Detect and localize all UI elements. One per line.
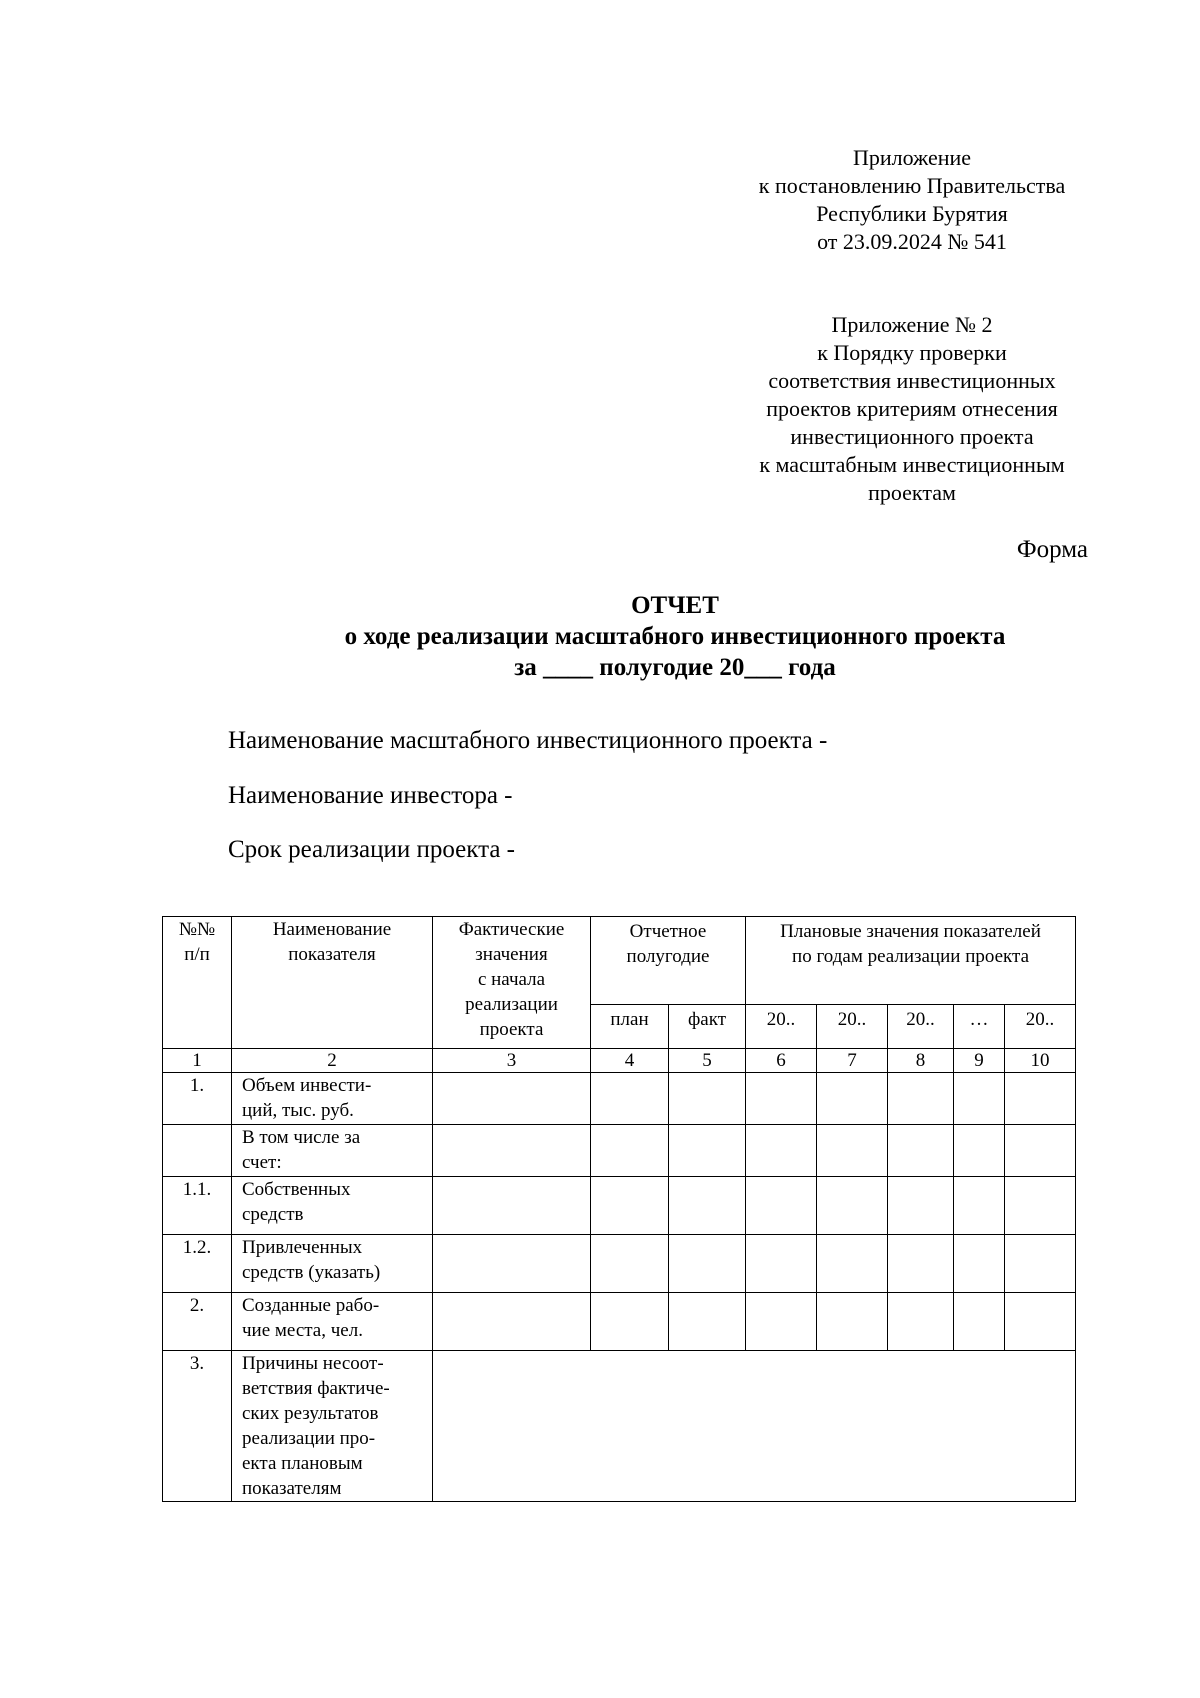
header-actual-values: Фактические значения с начала реализации проекта — [433, 917, 591, 1049]
appendix-line: инвестиционного проекта — [790, 424, 1034, 449]
title-line-2: о ходе реализации масштабного инвестиционного проекта — [344, 623, 1006, 650]
data-cell — [954, 1177, 1005, 1235]
table-row — [163, 1177, 1076, 1235]
data-cell — [669, 1073, 746, 1125]
subheader-fact: факт — [669, 1005, 746, 1049]
table-row — [163, 1125, 1076, 1177]
table-row — [163, 1235, 1076, 1293]
column-number: 1 — [163, 1049, 232, 1073]
row-number: 1.2. — [163, 1235, 232, 1293]
data-cell — [433, 1125, 591, 1177]
data-cell — [746, 1125, 817, 1177]
row-label: Объем инвести- ций, тыс. руб. — [232, 1073, 433, 1125]
appendix-line: проектам — [868, 480, 956, 505]
row-label: Привлеченных средств (указать) — [232, 1235, 433, 1293]
row-number: 2. — [163, 1293, 232, 1351]
data-cell — [669, 1125, 746, 1177]
data-cell — [817, 1235, 888, 1293]
data-cell — [1005, 1293, 1076, 1351]
header-num: №№ п/п — [163, 917, 232, 1049]
reason-label: Причины несоот- ветствия фактиче- ских результатов реализации про- екта плановым показателям — [232, 1351, 433, 1502]
column-number: 4 — [591, 1049, 669, 1073]
column-number: 10 — [1005, 1049, 1076, 1073]
appendix-line: к постановлению Правительства — [758, 173, 1066, 198]
table-row — [163, 1073, 1076, 1125]
data-cell — [817, 1125, 888, 1177]
report-title — [0, 590, 1200, 683]
column-number: 9 — [954, 1049, 1005, 1073]
data-cell — [669, 1293, 746, 1351]
row-label: В том числе за счет: — [232, 1125, 433, 1177]
column-number-row — [163, 1049, 1076, 1073]
header-reporting-period: Отчетное полугодие — [591, 917, 746, 1005]
column-number: 2 — [232, 1049, 433, 1073]
data-cell — [954, 1073, 1005, 1125]
data-cell — [591, 1293, 669, 1351]
data-cell — [433, 1177, 591, 1235]
data-cell — [591, 1177, 669, 1235]
subheader-plan: план — [591, 1005, 669, 1049]
project-name-field: Наименование масштабного инвестиционного проекта - — [228, 727, 828, 754]
column-number: 3 — [433, 1049, 591, 1073]
data-cell — [888, 1125, 954, 1177]
data-cell — [1005, 1073, 1076, 1125]
row-number: 1. — [163, 1073, 232, 1125]
form-label: Форма — [1016, 536, 1088, 563]
data-cell — [433, 1235, 591, 1293]
appendix-main-reference — [712, 144, 1112, 256]
header-row — [163, 917, 1076, 1005]
title-line-3: за ____ полугодие 20___ года — [514, 654, 836, 681]
appendix-line: к Порядку проверки — [817, 340, 1007, 365]
table-row — [163, 1293, 1076, 1351]
investor-name-field: Наименование инвестора - — [228, 782, 513, 809]
data-cell — [888, 1177, 954, 1235]
column-number: 6 — [746, 1049, 817, 1073]
appendix-order-reference — [712, 311, 1112, 507]
appendix-line: Приложение — [852, 145, 972, 170]
data-cell — [1005, 1125, 1076, 1177]
row-number — [163, 1125, 232, 1177]
data-cell — [888, 1235, 954, 1293]
subheader-year: 20.. — [817, 1005, 888, 1049]
data-cell — [746, 1293, 817, 1351]
header-planned-values: Плановые значения показателей по годам реализации проекта — [746, 917, 1076, 1005]
row-number: 3. — [163, 1351, 232, 1502]
data-cell — [888, 1073, 954, 1125]
data-cell — [669, 1177, 746, 1235]
reason-cell — [433, 1351, 1076, 1502]
appendix-line: соответствия инвестиционных — [768, 368, 1056, 393]
appendix-line: Республики Бурятия — [816, 201, 1008, 226]
column-number: 5 — [669, 1049, 746, 1073]
data-cell — [888, 1293, 954, 1351]
data-cell — [669, 1235, 746, 1293]
data-cell — [591, 1073, 669, 1125]
subheader-year: 20.. — [888, 1005, 954, 1049]
data-cell — [954, 1235, 1005, 1293]
data-cell — [433, 1073, 591, 1125]
data-cell — [1005, 1177, 1076, 1235]
report-table — [162, 916, 1076, 1502]
row-number: 1.1. — [163, 1177, 232, 1235]
reason-row — [163, 1351, 1076, 1502]
subheader-year: 20.. — [746, 1005, 817, 1049]
header-indicator: Наименование показателя — [232, 917, 433, 1049]
data-cell — [746, 1235, 817, 1293]
data-cell — [746, 1177, 817, 1235]
appendix-line: Приложение № 2 — [831, 312, 993, 337]
data-cell — [591, 1125, 669, 1177]
column-number: 7 — [817, 1049, 888, 1073]
project-term-field: Срок реализации проекта - — [228, 836, 515, 863]
data-cell — [954, 1125, 1005, 1177]
row-label: Созданные рабо- чие места, чел. — [232, 1293, 433, 1351]
title-line-1: ОТЧЕТ — [631, 592, 719, 619]
data-cell — [817, 1177, 888, 1235]
data-cell — [817, 1073, 888, 1125]
data-cell — [746, 1073, 817, 1125]
appendix-line: проектов критериям отнесения — [766, 396, 1058, 421]
subheader-year: 20.. — [1005, 1005, 1076, 1049]
data-cell — [1005, 1235, 1076, 1293]
data-cell — [817, 1293, 888, 1351]
data-cell — [591, 1235, 669, 1293]
row-label: Собственных средств — [232, 1177, 433, 1235]
subheader-year: … — [954, 1005, 1005, 1049]
appendix-line: к масштабным инвестиционным — [759, 452, 1065, 477]
data-cell — [433, 1293, 591, 1351]
appendix-line: от 23.09.2024 № 541 — [817, 229, 1007, 254]
column-number: 8 — [888, 1049, 954, 1073]
data-cell — [954, 1293, 1005, 1351]
